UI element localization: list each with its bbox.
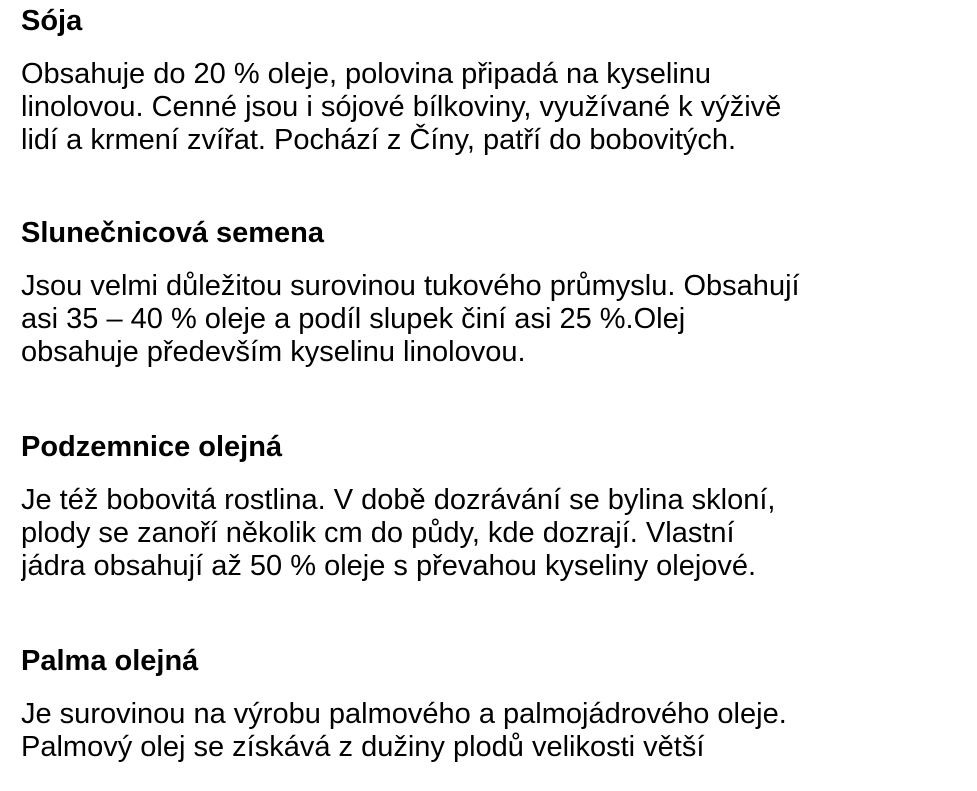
section-paragraph (21, 698, 787, 764)
paragraph-line: jádra obsahují až 50 % oleje s převahou kyseliny olejové. (21, 550, 757, 582)
document-page (21, 0, 977, 791)
section-slunecnicova-semena (21, 212, 800, 369)
paragraph-line: Je též bobovitá rostlina. V době dozrávání se bylina skloní, (21, 484, 776, 516)
paragraph-line: Obsahuje do 20 % oleje, polovina připadá na kyselinu (21, 58, 712, 90)
paragraph-line: linolovou. Cenné jsou i sójové bílkoviny, využívané k výživě (21, 91, 782, 123)
section-heading: Palma olejná (21, 645, 199, 677)
paragraph-line: plody se zanoří několik cm do půdy, kde dozrají. Vlastní (21, 517, 735, 549)
paragraph-line: obsahuje především kyselinu linolovou. (21, 336, 526, 368)
section-heading: Slunečnicová semena (21, 217, 325, 249)
paragraph-line: lidí a krmení zvířat. Pochází z Číny, patří do bobovitých. (21, 124, 737, 156)
section-paragraph (21, 484, 775, 583)
paragraph-line: asi 35 – 40 % oleje a podíl slupek činí asi 25 %.Olej (21, 303, 686, 335)
section-paragraph (21, 270, 800, 369)
section-podzemnice-olejna (21, 426, 775, 583)
section-heading: Sója (21, 5, 83, 37)
section-paragraph (21, 58, 781, 157)
section-palma-olejna (21, 640, 787, 764)
section-heading: Podzemnice olejná (21, 431, 283, 463)
section-soja (21, 0, 781, 157)
paragraph-line: Jsou velmi důležitou surovinou tukového průmyslu. Obsahují (21, 270, 800, 302)
paragraph-line: Palmový olej se získává z dužiny plodů velikosti větší (21, 731, 705, 763)
paragraph-line: Je surovinou na výrobu palmového a palmojádrového oleje. (21, 698, 787, 730)
